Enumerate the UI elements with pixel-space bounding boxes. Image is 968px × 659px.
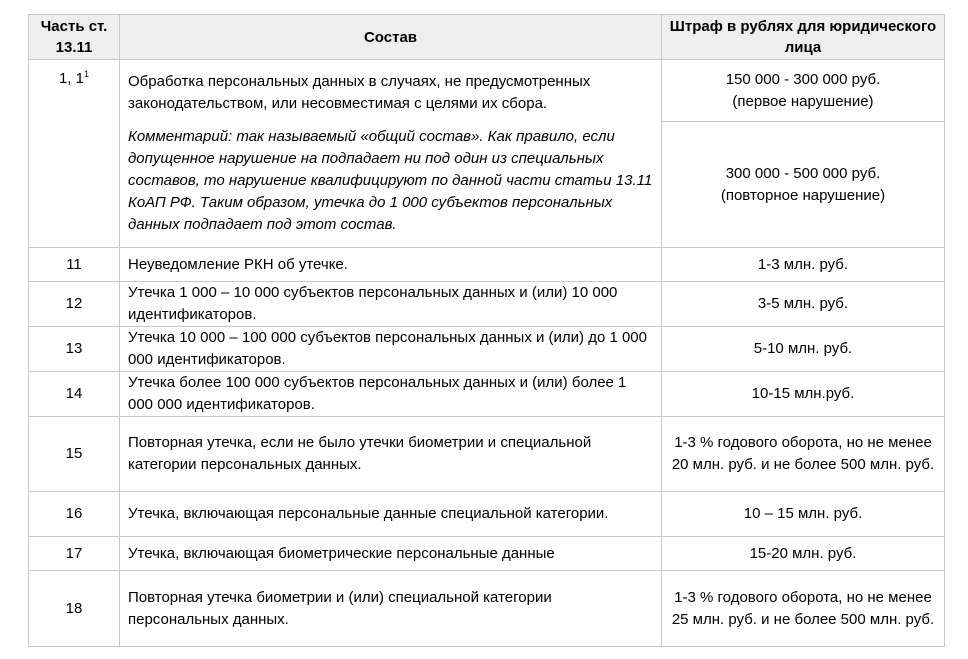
row-description: Утечка, включающая биометрические персональные данные [120,537,662,571]
row-fine: 15-20 млн. руб. [662,537,945,571]
row-description: Утечка 1 000 – 10 000 субъектов персональных данных и (или) 10 000 идентификаторов. [120,282,662,327]
row-fine: 10 – 15 млн. руб. [662,492,945,537]
row-description: Повторная утечка биометрии и (или) специальной категории персональных данных. [120,571,662,647]
row-comment: Комментарий: так называемый «общий состав». Как правило, если допущенное нарушение на подпадает ни под один из специальных составов, то нарушение квалифицируют по данной части статьи 13.11 КоАП РФ. Таким образом, утечка до 1 000 субъектов персональных данных подпадает под этот состав. [128,128,653,233]
row-part: 16 [29,492,120,537]
fine-repeat-note: (повторное нарушение) [720,186,886,204]
fine-repeat: 300 000 - 500 000 руб. [725,164,881,182]
row-part: 15 [29,417,120,492]
table-row [29,282,945,327]
row-description: Утечка 10 000 – 100 000 субъектов персональных данных и (или) до 1 000 000 идентификаторов. [120,327,662,372]
row-part: 11 [29,248,120,282]
table-row [29,417,945,492]
header-row [29,15,945,60]
row-part: 17 [29,537,120,571]
table-row [29,372,945,417]
row-part: 14 [29,372,120,417]
table-row [29,571,945,647]
row-fine: 10-15 млн.руб. [662,372,945,417]
fine-first: 150 000 - 300 000 руб. [725,70,881,88]
header-composition: Состав [120,15,662,60]
row-description-cell [120,60,662,248]
row-fine: 3-5 млн. руб. [662,282,945,327]
fine-first-note: (первое нарушение) [732,92,874,110]
row-fine: 5-10 млн. руб. [662,327,945,372]
fines-table [28,14,945,647]
table-row [29,248,945,282]
table-row [29,60,945,122]
row-fine-cell [662,60,945,122]
row-part-superscript: 1 [84,69,90,79]
row-description: Повторная утечка, если не было утечки биометрии и специальной категории персональных данных. [120,417,662,492]
row-part: 13 [29,327,120,372]
row-fine: 1-3 млн. руб. [662,248,945,282]
row-part: 18 [29,571,120,647]
row-description: Обработка персональных данных в случаях, не предусмотренных законодательством, или несовместимая с целями их сбора. [128,73,591,112]
row-part: 12 [29,282,120,327]
header-fine: Штраф в рублях для юридического лица [662,15,945,60]
row-fine: 1-3 % годового оборота, но не менее 25 млн. руб. и не более 500 млн. руб. [662,571,945,647]
table-row [29,492,945,537]
row-part-cell [29,60,120,248]
row-part: 1, 1 [58,70,84,87]
row-description: Утечка, включающая персональные данные специальной категории. [120,492,662,537]
table-row [29,327,945,372]
row-description: Утечка более 100 000 субъектов персональных данных и (или) более 1 000 000 идентификаторов. [120,372,662,417]
header-part: Часть ст. 13.11 [29,15,120,60]
row-fine-cell [662,122,945,248]
row-fine: 1-3 % годового оборота, но не менее 20 млн. руб. и не более 500 млн. руб. [662,417,945,492]
row-description: Неуведомление РКН об утечке. [120,248,662,282]
table-row [29,537,945,571]
